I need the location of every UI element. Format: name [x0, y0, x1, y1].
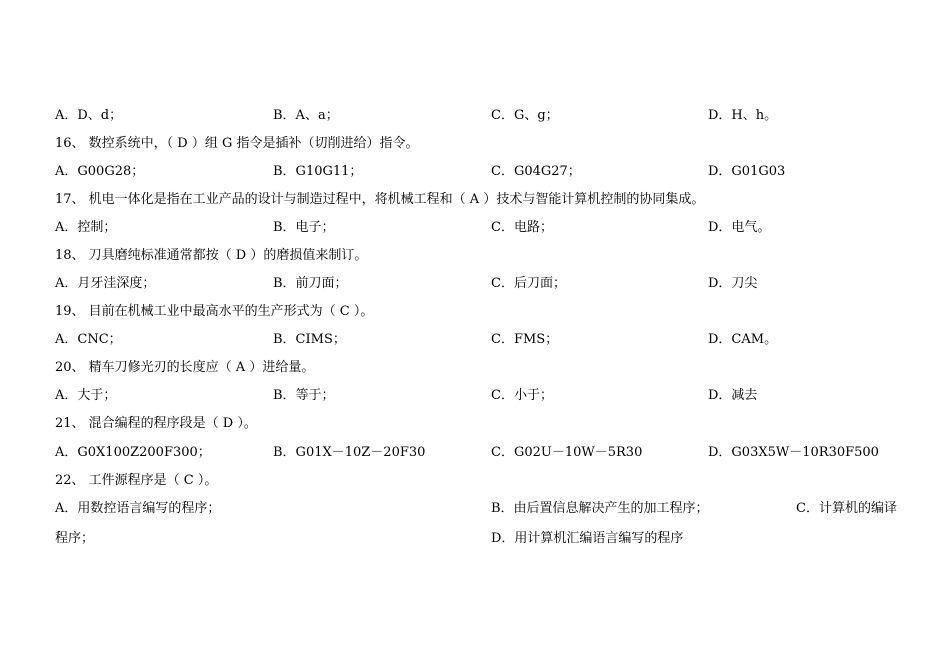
options-row-21 — [55, 443, 910, 463]
option-a: A．D、d； — [55, 108, 123, 123]
option-d: D．H、h。 — [708, 108, 778, 123]
options-row-20 — [55, 386, 910, 406]
question-19: 19、 目前在机械工业中最高水平的生产形式为（ C ）。 — [55, 304, 374, 319]
option-a: A．月牙洼深度； — [55, 276, 156, 291]
option-b: B．电子； — [273, 220, 335, 235]
question-16: 16、 数控系统中，（ D ）组 G 指令是插补（切削进给）指令。 — [55, 136, 419, 151]
options-row-22-cont — [55, 529, 910, 549]
option-d: D．CAM。 — [708, 332, 778, 347]
options-row-16 — [55, 162, 910, 182]
option-c: C．小于； — [491, 388, 553, 403]
option-d: D．电气。 — [708, 220, 771, 235]
option-a: A．用数控语言编写的程序； — [55, 501, 221, 516]
option-c: C．G02U－10W－5R30 — [491, 445, 643, 460]
option-b: B．等于； — [273, 388, 335, 403]
option-d: D．减去 — [708, 388, 758, 403]
options-row-17 — [55, 218, 910, 238]
option-d: D．刀尖 — [708, 276, 758, 291]
option-b: B．CIMS； — [273, 332, 346, 347]
question-18: 18、 刀具磨纯标准通常都按（ D ）的磨损值来制订。 — [55, 248, 368, 263]
options-row-15 — [55, 106, 910, 126]
option-a: A．CNC； — [55, 332, 122, 347]
option-b: B．前刀面； — [273, 276, 348, 291]
option-a: A．G00G28； — [55, 164, 145, 179]
option-c: C．电路； — [491, 220, 553, 235]
option-b: B．由后置信息解决产生的加工程序； — [491, 501, 709, 516]
option-c: C．计算机的编译 — [796, 501, 897, 516]
option-b: B．G01X－10Z－20F30 — [273, 445, 426, 460]
options-row-19 — [55, 330, 910, 350]
option-c: C．后刀面； — [491, 276, 566, 291]
option-d: D．G01G03 — [708, 164, 786, 179]
option-a: A．大于； — [55, 388, 117, 403]
option-c-continued: 程序； — [55, 531, 95, 546]
option-c: C．FMS； — [491, 332, 559, 347]
option-c: C．G04G27； — [491, 164, 581, 179]
option-d: D．G03X5W－10R30F500 — [708, 445, 879, 460]
options-row-18 — [55, 274, 910, 294]
options-row-22 — [55, 499, 910, 519]
question-22: 22、 工件源程序是（ C ）。 — [55, 473, 218, 488]
question-17: 17、 机电一体化是指在工业产品的设计与制造过程中，将机械工程和（ A ）技术与智能计算机控制的协同集成。 — [55, 192, 705, 207]
option-b: B．G10G11； — [273, 164, 363, 179]
option-a: A．控制； — [55, 220, 117, 235]
option-a: A．G0X100Z200F300； — [55, 445, 211, 460]
question-20: 20、 精车刀修光刃的长度应（ A ）进给量。 — [55, 360, 315, 375]
option-b: B．A、a； — [273, 108, 339, 123]
option-d: D．用计算机汇编语言编写的程序 — [491, 531, 684, 546]
question-21: 21、 混合编程的程序段是（ D ）。 — [55, 416, 257, 431]
option-c: C．G、g； — [491, 108, 559, 123]
